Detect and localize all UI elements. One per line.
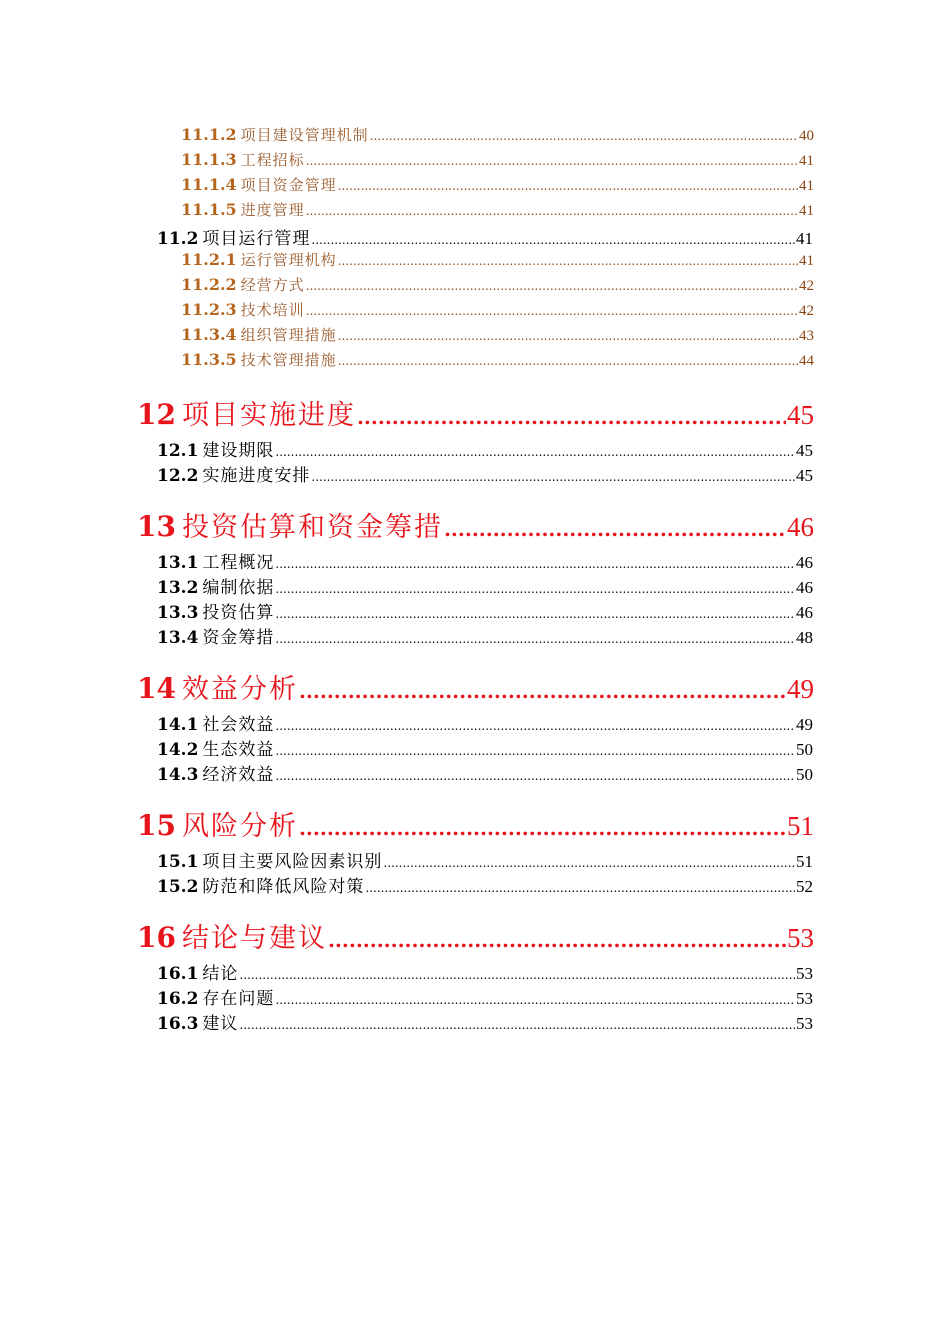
toc-entry-number: 11.2.2 (181, 275, 237, 294)
toc-entry-title: 结论与建议 (181, 923, 327, 954)
toc-entry[interactable] (157, 1009, 813, 1033)
toc-entry[interactable] (137, 916, 814, 954)
toc-entry[interactable] (137, 667, 814, 705)
toc-entry-number: 13.4 (157, 628, 199, 648)
toc-dot-leader (275, 993, 795, 1007)
toc-entry-title: 建议 (202, 1014, 239, 1034)
toc-entry-page: 52 (796, 877, 813, 896)
toc-entry-number: 15.2 (157, 877, 199, 897)
toc-dot-leader (357, 405, 786, 429)
toc-dot-leader (299, 816, 786, 840)
toc-entry-page: 42 (799, 303, 814, 319)
toc-entry-page: 53 (787, 923, 814, 953)
toc-dot-leader (311, 233, 795, 247)
toc-entry-number: 14.2 (157, 740, 199, 760)
toc-entry-page: 46 (796, 553, 813, 572)
toc-entry[interactable] (157, 436, 813, 460)
toc-entry-title: 组织管理措施 (240, 326, 337, 344)
toc-entry-title: 建设期限 (202, 441, 275, 461)
toc-entry-page: 43 (799, 328, 814, 344)
toc-dot-leader (275, 445, 795, 459)
toc-entry-number: 12.1 (157, 441, 199, 461)
toc-dot-leader (275, 557, 795, 571)
toc-entry[interactable] (157, 623, 813, 647)
toc-entry-number: 16.1 (157, 964, 199, 984)
toc-entry[interactable] (157, 598, 813, 622)
toc-entry-page: 40 (799, 128, 814, 144)
toc-entry[interactable] (181, 324, 814, 346)
toc-entry[interactable] (137, 505, 814, 543)
toc-entry-page: 41 (799, 178, 814, 194)
toc-entry[interactable] (157, 710, 813, 734)
toc-entry-page: 45 (796, 441, 813, 460)
toc-entry-page: 41 (796, 229, 813, 248)
toc-entry-title: 资金筹措 (202, 628, 275, 648)
toc-dot-leader (275, 719, 795, 733)
toc-entry-title: 工程概况 (202, 553, 275, 573)
toc-entry-page: 50 (796, 740, 813, 759)
toc-entry-page: 51 (787, 811, 814, 841)
toc-entry-page: 41 (799, 253, 814, 269)
toc-entry[interactable] (137, 393, 814, 431)
toc-entry-page: 46 (796, 603, 813, 622)
toc-entry-title: 经济效益 (202, 765, 275, 785)
toc-entry[interactable] (157, 461, 813, 485)
toc-dot-leader (338, 179, 798, 193)
toc-entry[interactable] (157, 847, 813, 871)
toc-dot-leader (338, 354, 798, 368)
toc-entry-page: 46 (787, 512, 814, 542)
toc-entry-page: 53 (796, 964, 813, 983)
toc-entry-title: 进度管理 (240, 201, 305, 219)
toc-dot-leader (365, 881, 795, 895)
toc-entry-number: 11.2.1 (181, 250, 237, 269)
toc-entry-title: 效益分析 (181, 674, 298, 705)
toc-entry-page: 41 (799, 203, 814, 219)
toc-entry[interactable] (157, 573, 813, 597)
toc-entry[interactable] (157, 984, 813, 1008)
toc-dot-leader (444, 517, 786, 541)
toc-entry-number: 14 (137, 672, 176, 705)
toc-entry-number: 11.1.2 (181, 125, 237, 144)
toc-entry-page: 45 (796, 466, 813, 485)
toc-entry-page: 50 (796, 765, 813, 784)
toc-entry[interactable] (181, 299, 814, 321)
toc-entry-page: 45 (787, 400, 814, 430)
toc-dot-leader (275, 607, 795, 621)
toc-entry[interactable] (181, 249, 814, 271)
toc-entry-number: 16.2 (157, 989, 199, 1009)
toc-entry-page: 44 (799, 353, 814, 369)
toc-entry-number: 11.3.4 (181, 325, 237, 344)
toc-entry-number: 11.1.4 (181, 175, 237, 194)
toc-dot-leader (239, 1018, 795, 1032)
toc-entry-page: 51 (796, 852, 813, 871)
toc-entry[interactable] (181, 274, 814, 296)
toc-entry-number: 15.1 (157, 852, 199, 872)
toc-entry-number: 13.1 (157, 553, 199, 573)
toc-entry[interactable] (181, 174, 814, 196)
toc-dot-leader (306, 304, 798, 318)
toc-entry-number: 11.3.5 (181, 350, 237, 369)
toc-entry-title: 项目资金管理 (240, 176, 337, 194)
toc-entry-page: 53 (796, 989, 813, 1008)
toc-entry-title: 实施进度安排 (202, 466, 311, 486)
toc-dot-leader (306, 279, 798, 293)
toc-entry-page: 46 (796, 578, 813, 597)
toc-entry-page: 49 (796, 715, 813, 734)
toc-entry[interactable] (157, 224, 813, 248)
toc-entry-title: 结论 (202, 964, 239, 984)
toc-entry-number: 15 (137, 809, 176, 842)
toc-entry-title: 运行管理机构 (240, 251, 337, 269)
toc-entry[interactable] (181, 149, 814, 171)
toc-entry[interactable] (181, 124, 814, 146)
toc-entry-page: 48 (796, 628, 813, 647)
toc-entry-number: 16 (137, 921, 176, 954)
toc-dot-leader (328, 928, 786, 952)
toc-dot-leader (311, 470, 795, 484)
toc-entry-number: 11.2.3 (181, 300, 237, 319)
toc-entry-number: 11.1.5 (181, 200, 237, 219)
toc-dot-leader (299, 679, 786, 703)
toc-dot-leader (338, 254, 798, 268)
toc-entry-page: 49 (787, 674, 814, 704)
toc-entry-title: 工程招标 (240, 151, 305, 169)
toc-entry-title: 项目实施进度 (181, 400, 356, 431)
toc-entry[interactable] (157, 959, 813, 983)
toc-entry-number: 11.2 (157, 229, 199, 249)
toc-entry-number: 13.2 (157, 578, 199, 598)
toc-entry[interactable] (137, 804, 814, 842)
toc-entry[interactable] (157, 548, 813, 572)
toc-dot-leader (306, 154, 798, 168)
toc-dot-leader (370, 129, 798, 143)
toc-entry-number: 13.3 (157, 603, 199, 623)
toc-dot-leader (275, 744, 795, 758)
toc-entry-number: 12.2 (157, 466, 199, 486)
toc-entry-title: 经营方式 (240, 276, 305, 294)
toc-dot-leader (275, 769, 795, 783)
toc-dot-leader (275, 582, 795, 596)
toc-dot-leader (275, 632, 795, 646)
toc-dot-leader (338, 329, 798, 343)
toc-entry[interactable] (181, 349, 814, 371)
toc-entry-page: 42 (799, 278, 814, 294)
toc-entry-title: 存在问题 (202, 989, 275, 1009)
toc-entry-number: 13 (137, 510, 176, 543)
toc-entry[interactable] (181, 199, 814, 221)
toc-dot-leader (383, 856, 795, 870)
toc-entry-number: 14.3 (157, 765, 199, 785)
toc-entry[interactable] (157, 735, 813, 759)
toc-dot-leader (239, 968, 795, 982)
toc-entry-page: 53 (796, 1014, 813, 1033)
toc-entry[interactable] (157, 872, 813, 896)
toc-entry-title: 技术管理措施 (240, 351, 337, 369)
toc-entry-title: 项目建设管理机制 (240, 126, 369, 144)
toc-entry-number: 11.1.3 (181, 150, 237, 169)
toc-entry-number: 12 (137, 398, 176, 431)
toc-entry-title: 社会效益 (202, 715, 275, 735)
toc-entry-title: 技术培训 (240, 301, 305, 319)
toc-entry-title: 风险分析 (181, 811, 298, 842)
toc-entry-title: 项目主要风险因素识别 (202, 852, 383, 872)
toc-entry[interactable] (157, 760, 813, 784)
toc-entry-title: 投资估算和资金筹措 (181, 512, 443, 543)
toc-entry-page: 41 (799, 153, 814, 169)
toc-entry-title: 防范和降低风险对策 (202, 877, 365, 897)
toc-entry-title: 项目运行管理 (202, 229, 311, 249)
toc-entry-title: 编制依据 (202, 578, 275, 598)
toc-entry-title: 生态效益 (202, 740, 275, 760)
toc-dot-leader (306, 204, 798, 218)
toc-entry-title: 投资估算 (202, 603, 275, 623)
toc-entry-number: 16.3 (157, 1014, 199, 1034)
toc-entry-number: 14.1 (157, 715, 199, 735)
